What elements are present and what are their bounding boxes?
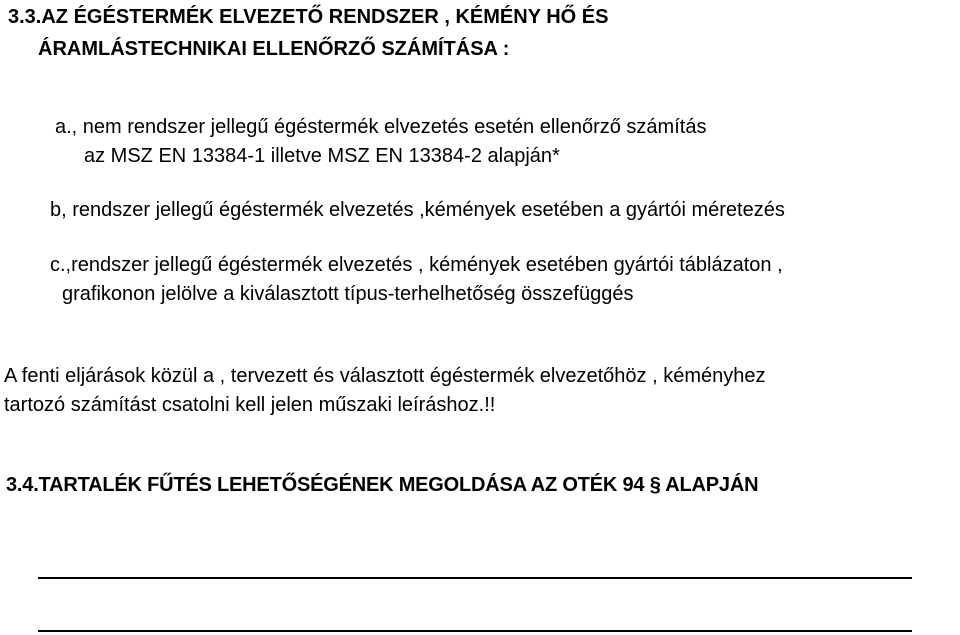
item-b-line-1: b, rendszer jellegű égéstermék elvezetés ,kémények esetében a gyártói méretezés: [50, 199, 785, 221]
section-34-title-prefix: 3.4.TARTALÉK FŰTÉS LEHETŐSÉGÉNEK MEGOLDÁSA AZ OTÉK 94: [6, 474, 650, 496]
section-34-title-suffix: ALAPJÁN: [660, 474, 759, 496]
note-line-1: A fenti eljárások közül a , tervezett és választott égéstermék elvezetőhöz , kéményhez: [4, 365, 766, 387]
section-33-title-line-1: 3.3.AZ ÉGÉSTERMÉK ELVEZETŐ RENDSZER , KÉMÉNY HŐ ÉS: [8, 6, 609, 28]
paragraph-sign: §: [649, 474, 661, 496]
item-c-line-2: grafikonon jelölve a kiválasztott típus-terhelhetőség összefüggés: [62, 283, 634, 305]
section-34-title: [6, 473, 758, 497]
blank-line-2: [38, 630, 912, 632]
blank-line-1: [38, 577, 912, 579]
section-33-title-line-2: ÁRAMLÁSTECHNIKAI ELLENŐRZŐ SZÁMÍTÁSA :: [38, 38, 510, 60]
item-c-line-1: c.,rendszer jellegű égéstermék elvezetés , kémények esetében gyártói táblázaton ,: [50, 254, 783, 276]
item-a-line-1: a., nem rendszer jellegű égéstermék elvezetés esetén ellenőrző számítás: [55, 116, 707, 138]
note-line-2: tartozó számítást csatolni kell jelen műszaki leíráshoz.!!: [4, 394, 496, 416]
item-a-line-2: az MSZ EN 13384-1 illetve MSZ EN 13384-2 alapján*: [84, 145, 560, 167]
